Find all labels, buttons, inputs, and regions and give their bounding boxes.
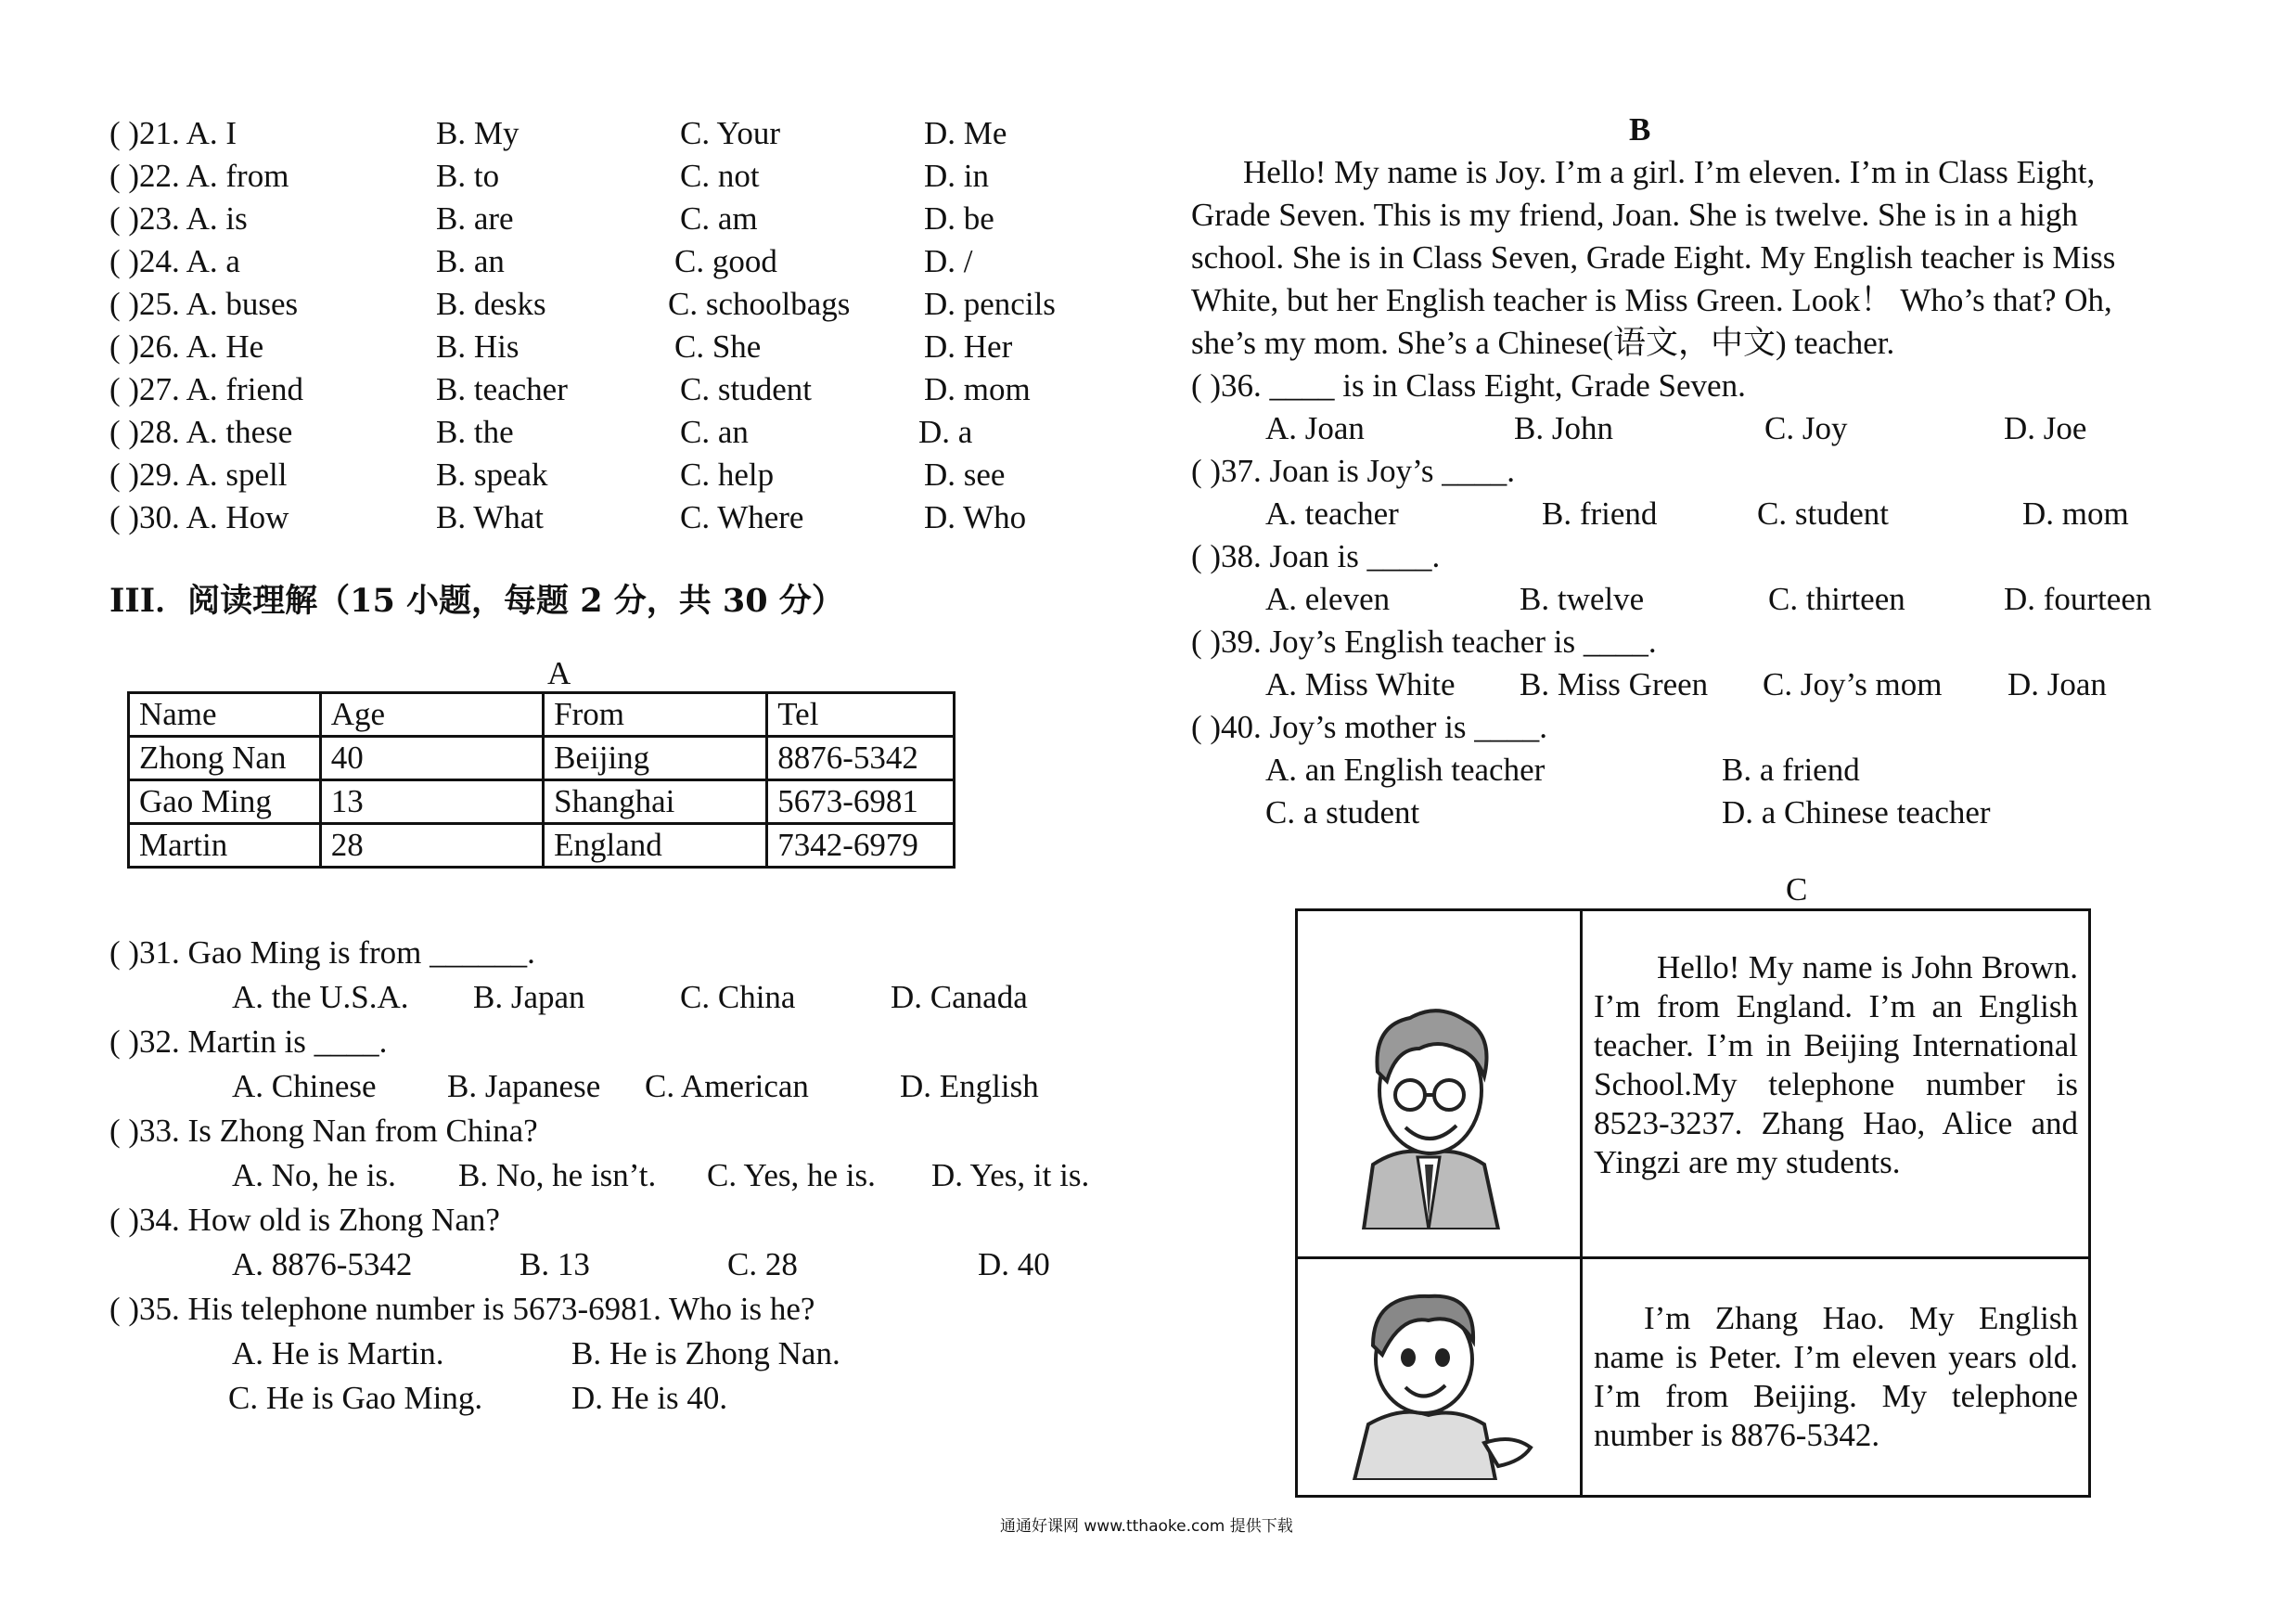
table-row [129, 824, 955, 868]
option-c: C. Your [680, 115, 780, 151]
option-d: D. in [924, 158, 989, 194]
question-36: ( )36. ____ is in Class Eight, Grade Seven. [1191, 367, 1746, 404]
question-40: ( )40. Joy’s mother is ____. [1191, 709, 1548, 745]
option-a: A. He is Martin. [232, 1335, 444, 1371]
question-34: ( )34. How old is Zhong Nan? [109, 1202, 500, 1238]
option-a: A. 8876-5342 [232, 1246, 413, 1282]
option-c: C. good [674, 243, 777, 279]
option-b: B. John [1514, 410, 1613, 446]
table-header-cell: Name [129, 693, 321, 737]
question-32: ( )32. Martin is ____. [109, 1023, 388, 1060]
option-c: C. Joy [1764, 410, 1848, 446]
option-b: B. He is Zhong Nan. [571, 1335, 840, 1371]
option-d: D. be [924, 200, 994, 237]
option-c: C. an [680, 414, 749, 450]
option-b: B. Miss Green [1520, 666, 1709, 702]
option-c: C. schoolbags [668, 286, 851, 322]
option-b: B. Japanese [447, 1068, 601, 1104]
option-b: B. teacher [436, 371, 568, 407]
table-cell: Zhong Nan [129, 737, 321, 780]
option-a: A. Miss White [1265, 666, 1456, 702]
option-c: C. Where [680, 499, 804, 535]
option-c: C. Yes, he is. [707, 1157, 876, 1193]
option-d: D. / [924, 243, 973, 279]
option-d: D. Yes, it is. [931, 1157, 1090, 1193]
option-a: A. No, he is. [232, 1157, 396, 1193]
table-cell: Beijing [544, 737, 767, 780]
section-heading: III．阅读理解（15 小题，每题 2 分，共 30 分） [109, 582, 844, 620]
passage-line: White, but her English teacher is Miss Green. Look！ Who’s that? Oh, [1191, 282, 2112, 318]
passage-line: school. She is in Class Seven, Grade Eight. My English teacher is Miss [1191, 239, 2116, 276]
option-d: D. Canada [891, 979, 1028, 1015]
table-row [129, 737, 955, 780]
passage-line: she’s my mom. She’s a Chinese(语文，中文) teacher. [1191, 325, 1895, 361]
cloze-q29: ( )29. A. spell [109, 457, 288, 493]
table-header-cell: From [544, 693, 767, 737]
cloze-q26: ( )26. A. He [109, 328, 264, 365]
option-c: C. not [680, 158, 760, 194]
option-a: A. the U.S.A. [232, 979, 409, 1015]
cloze-q24: ( )24. A. a [109, 243, 240, 279]
question-33: ( )33. Is Zhong Nan from China? [109, 1113, 538, 1149]
option-c: C. a student [1265, 794, 1420, 830]
footer-credit: 通通好课网 www.tthaoke.com 提供下载 [1000, 1517, 1293, 1536]
option-b: B. an [436, 243, 505, 279]
table-header-row [129, 693, 955, 737]
part-c-divider-vertical [1580, 908, 1583, 1498]
option-b: B. to [436, 158, 500, 194]
option-d: D. He is 40. [571, 1380, 728, 1416]
info-table [127, 691, 956, 869]
option-d: D. Joe [2004, 410, 2087, 446]
option-b: B. are [436, 200, 514, 237]
option-d: D. see [924, 457, 1006, 493]
table-cell: 8876-5342 [767, 737, 955, 780]
option-d: D. Who [924, 499, 1027, 535]
option-b: B. desks [436, 286, 546, 322]
option-d: D. a [918, 414, 973, 450]
table-header-cell: Age [320, 693, 543, 737]
option-c: C. student [680, 371, 812, 407]
option-b: B. What [436, 499, 545, 535]
cloze-q27: ( )27. A. friend [109, 371, 303, 407]
option-c: C. She [674, 328, 762, 365]
passage-line: Hello! My name is Joy. I’m a girl. I’m eleven. I’m in Class Eight, [1243, 154, 2096, 190]
option-d: D. Me [924, 115, 1007, 151]
question-37: ( )37. Joan is Joy’s ____. [1191, 453, 1516, 489]
option-d: D. fourteen [2004, 581, 2152, 617]
option-b: B. My [436, 115, 519, 151]
zhang-hao-text: I’m Zhang Hao. My English name is Peter. I’m eleven years old. I’m from Beijing. My telephone number is 8876-5342. [1594, 1300, 2078, 1453]
option-c: C. Joy’s mom [1763, 666, 1943, 702]
option-c: C. China [680, 979, 796, 1015]
option-a: A. Joan [1265, 410, 1365, 446]
option-b: B. a friend [1722, 752, 1860, 788]
option-d: D. mom [2022, 496, 2129, 532]
john-brown-text: Hello! My name is John Brown. I’m from England. I’m an English teacher. I’m in Beijing International School.My telephone number is 8523-3237. Zhang Hao, Alice and Yingzi are my students. [1594, 949, 2078, 1180]
table-header-cell: Tel [767, 693, 955, 737]
option-b: B. speak [436, 457, 548, 493]
option-a: A. Chinese [232, 1068, 377, 1104]
student-portrait-icon [1336, 1285, 1540, 1480]
option-b: B. the [436, 414, 514, 450]
table-cell: 7342-6979 [767, 824, 955, 868]
cloze-q30: ( )30. A. How [109, 499, 289, 535]
option-c: C. thirteen [1768, 581, 1905, 617]
table-row [129, 780, 955, 824]
option-d: D. mom [924, 371, 1031, 407]
option-a: A. eleven [1265, 581, 1391, 617]
cloze-q23: ( )23. A. is [109, 200, 248, 237]
option-b: B. No, he isn’t. [458, 1157, 657, 1193]
option-d: D. Joan [2007, 666, 2107, 702]
option-b: B. 13 [519, 1246, 590, 1282]
option-c: C. student [1757, 496, 1889, 532]
option-d: D. English [900, 1068, 1039, 1104]
question-31: ( )31. Gao Ming is from ______. [109, 934, 535, 971]
option-c: C. 28 [727, 1246, 798, 1282]
table-cell: Shanghai [544, 780, 767, 824]
cloze-q28: ( )28. A. these [109, 414, 293, 450]
option-c: C. American [645, 1068, 809, 1104]
option-d: D. a Chinese teacher [1722, 794, 1991, 830]
option-b: B. His [436, 328, 519, 365]
question-stem: ( )21. A. I [109, 115, 237, 151]
part-c-label: C [1786, 871, 1808, 908]
part-c-divider-horizontal [1295, 1256, 2091, 1259]
table-cell: Gao Ming [129, 780, 321, 824]
question-38: ( )38. Joan is ____. [1191, 538, 1441, 574]
table-cell: 40 [320, 737, 543, 780]
table-cell: England [544, 824, 767, 868]
table-cell: 28 [320, 824, 543, 868]
option-a: A. an English teacher [1265, 752, 1546, 788]
cloze-q25: ( )25. A. buses [109, 286, 299, 322]
part-b-label: B [1629, 111, 1651, 148]
option-b: B. twelve [1520, 581, 1645, 617]
option-c: C. am [680, 200, 758, 237]
table-cell: 13 [320, 780, 543, 824]
question-39: ( )39. Joy’s English teacher is ____. [1191, 624, 1657, 660]
cloze-q21 [109, 113, 237, 154]
option-c: C. He is Gao Ming. [228, 1380, 483, 1416]
part-a-label: A [547, 655, 571, 691]
option-d: D. Her [924, 328, 1013, 365]
option-b: B. friend [1542, 496, 1658, 532]
option-a: A. teacher [1265, 496, 1399, 532]
table-cell: 5673-6981 [767, 780, 955, 824]
question-35: ( )35. His telephone number is 5673-6981. Who is he? [109, 1291, 815, 1327]
option-d: D. 40 [978, 1246, 1050, 1282]
teacher-portrait-icon [1345, 998, 1512, 1229]
option-b: B. Japan [473, 979, 585, 1015]
cloze-q22: ( )22. A. from [109, 158, 289, 194]
table-cell: Martin [129, 824, 321, 868]
option-d: D. pencils [924, 286, 1056, 322]
passage-line: Grade Seven. This is my friend, Joan. She is twelve. She is in a high [1191, 197, 2078, 233]
option-c: C. help [680, 457, 775, 493]
